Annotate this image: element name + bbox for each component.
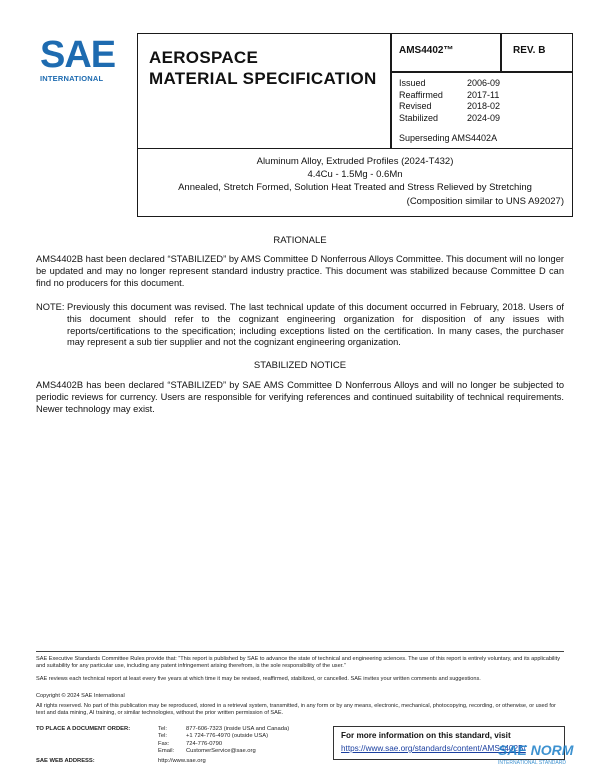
note-text: Previously this document was revised. The last technical update of this document occurred in February, 2018. Users of this document should refer to the cognizant engineering organization for disposition of any issues with reports/certifications to the specification; including exceptions listed on the certification. In many cases, the purchaser may represent a sub tier supplier and not the cognizant engineering organization.: [67, 302, 564, 348]
executive-rules: SAE Executive Standards Committee Rules provide that: “This report is published by SAE to advance the state of technical and engineering sciences. The use of this report is entirely voluntary, and its applicability and suitability for any particular use, including any patent infringement arising therefrom, is the sole responsibility of the user.”: [36, 656, 561, 669]
contact-row: Email: CustomerService@sae.org: [36, 748, 336, 755]
contact-row: Fax: 724-776-0790: [158, 740, 223, 747]
composition: 4.4Cu - 1.5Mg - 0.6Mn: [307, 169, 403, 180]
rights-notice: All rights reserved. No part of this publication may be reproduced, stored in a retrieval system, transmitted, in any form or by any means, electronic, mechanical, photocopying, recording, or otherwise, or used for text and data mining, AI training, or similar technologies, without the prior written permission of SAE.: [36, 703, 556, 716]
contact-row: Tel: +1 724-776-4970 (outside USA): [158, 733, 269, 740]
sae-logo: [40, 36, 120, 82]
stabilized-text: AMS4402B has been declared “STABILIZED” by SAE AMS Committee D Nonferrous Alloys and will no longer be subjected to periodic reviews for currency. Users are responsible for verifying references and continued suitability of technical requirements. Newer technology may exist.: [36, 380, 564, 414]
info-text: For more information on this standard, visit: [341, 731, 511, 740]
date-row: Issued 2006-09: [399, 78, 501, 88]
note-label: NOTE:: [36, 302, 65, 312]
condition: Annealed, Stretch Formed, Solution Heat Treated and Stress Relieved by Stretching: [178, 182, 532, 193]
date-row: Stabilized 2024-09: [399, 112, 501, 123]
date-row: Reaffirmed 2017-11: [399, 89, 500, 100]
date-row: Revised 2018-02: [399, 101, 501, 111]
header-divider: [390, 33, 392, 149]
superseding-note: Superseding AMS4402A: [399, 133, 498, 143]
header-divider: [390, 71, 573, 73]
logo-subtitle: INTERNATIONAL: [40, 74, 104, 83]
header-divider: [500, 33, 502, 72]
rationale-text: AMS4402B hast been declared “STABILIZED” by AMS Committee D Nonferrous Alloys Committee. This document will no longer be updated and may no longer represent standard industry practice. This document was stabilized because Committee D can find no producers for this document.: [36, 254, 564, 288]
logo-wordmark: SAE: [40, 34, 116, 76]
web-address-link[interactable]: http://www.sae.org: [158, 758, 206, 764]
email-link[interactable]: CustomerService@sae.org: [186, 748, 256, 755]
footer-divider: [36, 651, 564, 652]
copyright: Copyright © 2024 SAE International: [36, 693, 125, 699]
material-title: Aluminum Alloy, Extruded Profiles (2024-T432): [256, 156, 454, 167]
uns-note: (Composition similar to UNS A92027): [406, 196, 564, 207]
web-address-label: SAE WEB ADDRESS:: [36, 758, 95, 764]
revision-label: REV. B: [513, 45, 546, 56]
stabilized-heading: STABILIZED NOTICE: [253, 360, 347, 371]
title-line-1: AEROSPACE: [149, 48, 259, 67]
spec-type-title: [149, 47, 377, 89]
standard-url-link[interactable]: https://www.sae.org/standards/content/AMS4402B/: [341, 744, 526, 753]
review-notice: SAE reviews each technical report at least every five years at which time it may be revised, reaffirmed, stabilized, or cancelled. SAE invites your written comments and suggestions.: [36, 676, 481, 682]
document-number: AMS4402™: [399, 45, 454, 56]
contact-row: TO PLACE A DOCUMENT ORDER: Tel: 877-606-7323 (inside USA and Canada): [36, 726, 290, 732]
title-line-2: MATERIAL SPECIFICATION: [149, 69, 377, 88]
watermark: SAE NORM: [498, 742, 574, 758]
date-table: [399, 78, 500, 124]
rationale-heading: RATIONALE: [273, 235, 327, 246]
watermark-subtitle: INTERNATIONAL STANDARD: [498, 760, 566, 766]
order-contacts: [36, 726, 336, 756]
